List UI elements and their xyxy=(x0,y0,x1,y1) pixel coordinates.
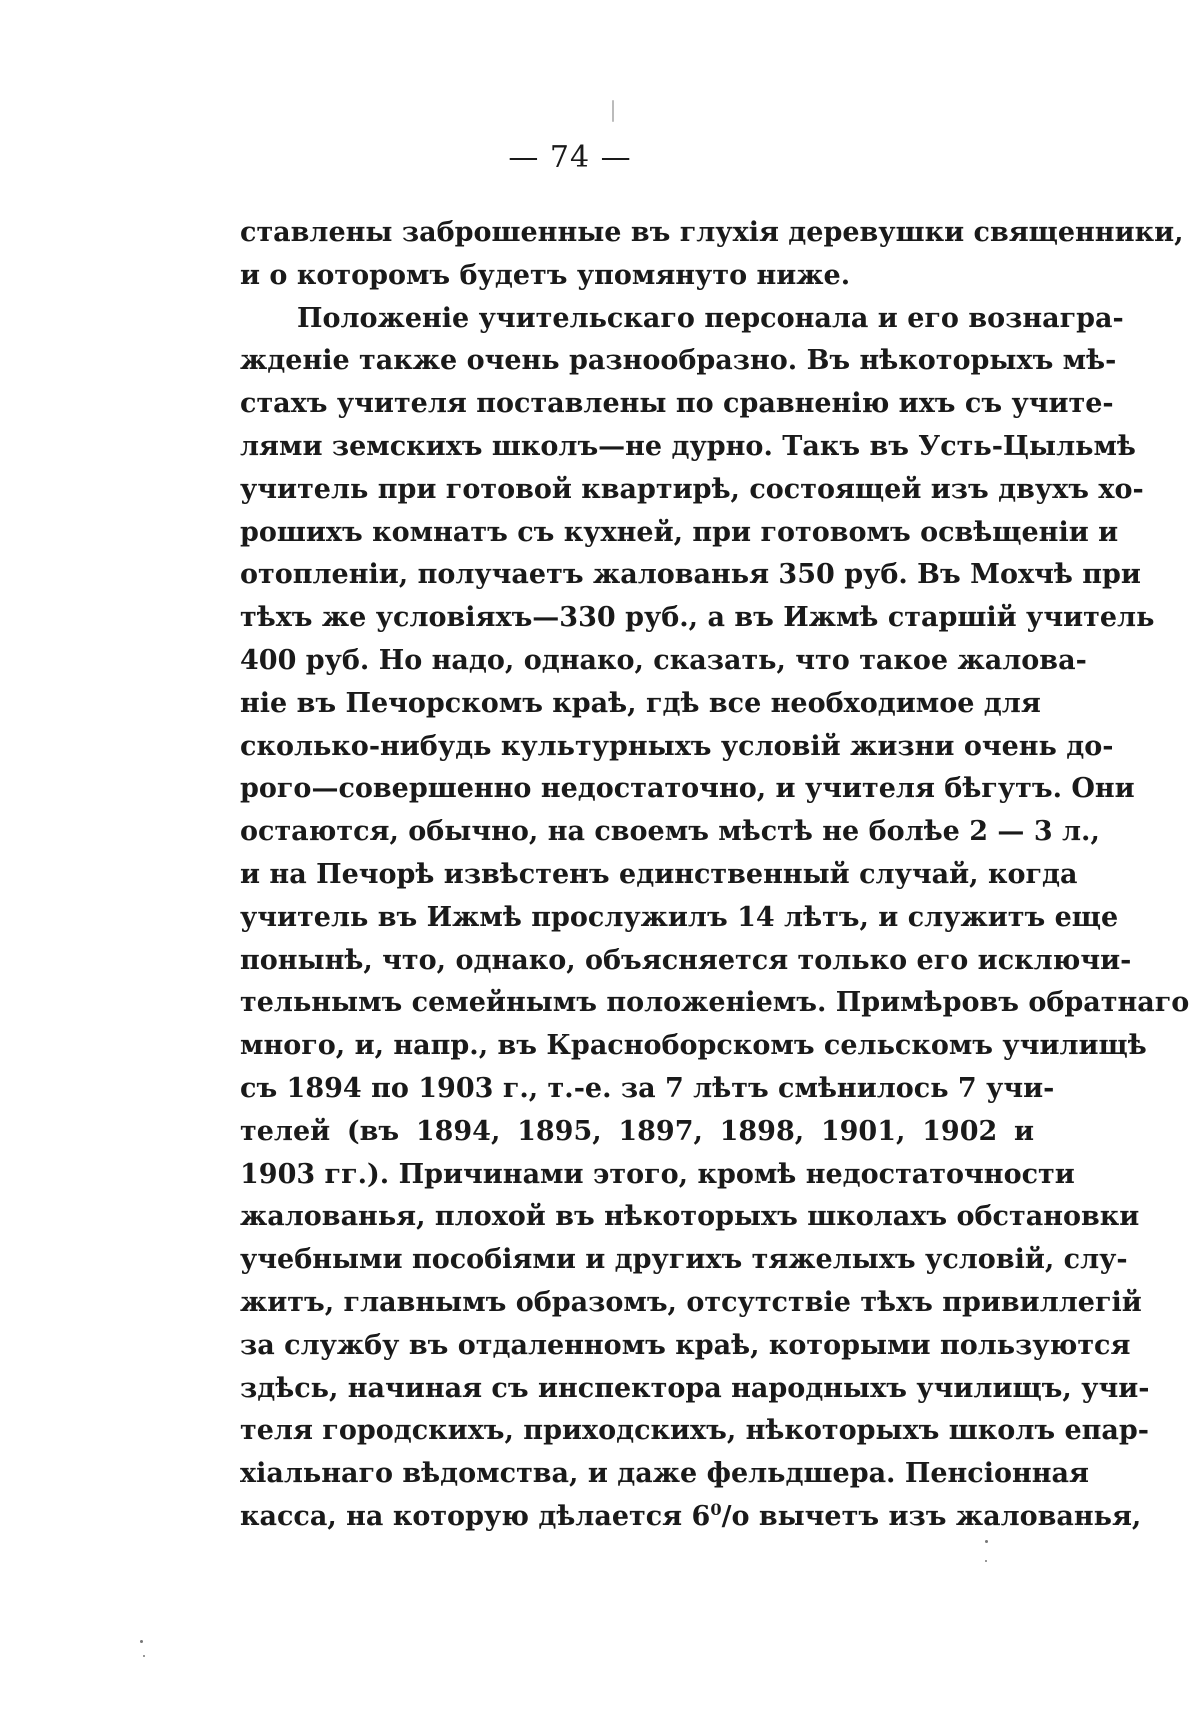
text-line: хіальнаго вѣдомства, и даже фельдшера. Пенсіонная xyxy=(240,1458,1089,1490)
scan-speck xyxy=(140,1640,143,1643)
percent-sign-superscript: 0 xyxy=(710,1499,722,1519)
text-line: и на Печорѣ извѣстенъ единственный случай, когда xyxy=(240,858,1078,890)
text-line: теля городскихъ, приходскихъ, нѣкоторыхъ школъ епар- xyxy=(240,1415,1149,1447)
text-line: ставлены заброшенные въ глухія деревушки священники, xyxy=(240,217,1184,248)
text-line: много, и, напр., въ Красноборскомъ сельскомъ училищѣ xyxy=(240,1030,1147,1062)
text-line: съ 1894 по 1903 г., т.-е. за 7 лѣтъ смѣнилось 7 учи- xyxy=(240,1072,1055,1104)
text-line: жденіе также очень разнообразно. Въ нѣкоторыхъ мѣ- xyxy=(240,345,1117,377)
final-line-text: касса, на которую дѣлается 6 xyxy=(240,1500,711,1532)
text-line: понынѣ, что, однако, объясняется только его исключи- xyxy=(240,944,1132,976)
text-line: житъ, главнымъ образомъ, отсутствіе тѣхъ привиллегій xyxy=(240,1286,1142,1318)
paragraph-first-line: Положеніе учительскаго персонала и его вознагра- xyxy=(297,302,1124,334)
text-line: остаются, обычно, на своемъ мѣстѣ не болѣе 2 — 3 л., xyxy=(240,816,1100,848)
text-line: 1903 гг.). Причинами этого, кромѣ недостаточности xyxy=(240,1158,1075,1190)
text-line-final xyxy=(240,1496,1142,1539)
text-line: лями земскихъ школъ—не дурно. Такъ въ Усть-Цыльмѣ xyxy=(240,430,1136,462)
text-line: учитель въ Ижмѣ прослужилъ 14 лѣтъ, и служитъ еще xyxy=(240,901,1119,933)
text-line: учитель при готовой квартирѣ, состоящей изъ двухъ хо- xyxy=(240,473,1144,505)
text-line: здѣсь, начиная съ инспектора народныхъ училищъ, учи- xyxy=(240,1372,1150,1404)
text-line: учебными пособіями и другихъ тяжелыхъ условій, слу- xyxy=(240,1244,1128,1276)
text-line: 400 руб. Но надо, однако, сказать, что такое жалова- xyxy=(240,644,1087,676)
text-line: отопленіи, получаетъ жалованья 350 руб. Въ Мохчѣ при xyxy=(240,559,1141,591)
text-line: тѣхъ же условіяхъ—330 руб., а въ Ижмѣ старшій учитель xyxy=(240,602,1155,634)
text-line: стахъ учителя поставлены по сравненію ихъ съ учите- xyxy=(240,388,1114,420)
scan-speck xyxy=(985,1560,987,1562)
text-line: и о которомъ будетъ упомянуто ниже. xyxy=(240,259,851,291)
scan-speck xyxy=(985,1540,988,1543)
final-line-text-rest: /o вычетъ изъ жалованья, xyxy=(721,1500,1142,1532)
text-line: тельнымъ семейнымъ положеніемъ. Примѣровъ обратнаго xyxy=(240,987,1189,1019)
scan-speck xyxy=(612,100,614,122)
text-line: телей (въ 1894, 1895, 1897, 1898, 1901, 1902 и xyxy=(240,1115,1034,1147)
text-line: рошихъ комнатъ съ кухней, при готовомъ освѣщеніи и xyxy=(240,516,1119,548)
text-line: ніе въ Печорскомъ краѣ, гдѣ все необходимое для xyxy=(240,687,1041,719)
body-text xyxy=(240,212,1189,1539)
scan-speck xyxy=(143,1655,145,1657)
text-line: сколько-нибудь культурныхъ условій жизни очень до- xyxy=(240,730,1114,762)
page-number: — 74 — xyxy=(508,140,632,175)
text-line: за службу въ отдаленномъ краѣ, которыми пользуются xyxy=(240,1329,1131,1361)
text-line: рого—совершенно недостаточно, и учителя бѣгутъ. Они xyxy=(240,773,1135,805)
text-line: жалованья, плохой въ нѣкоторыхъ школахъ обстановки xyxy=(240,1201,1140,1233)
